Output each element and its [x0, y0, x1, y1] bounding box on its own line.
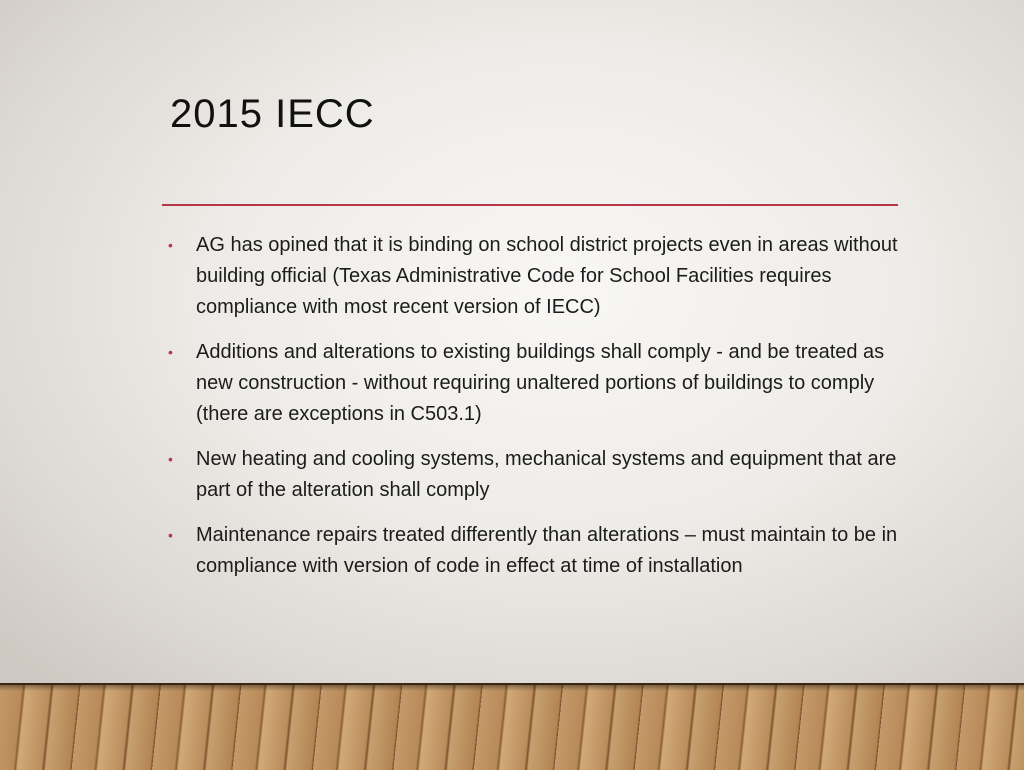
bullet-icon: • — [168, 344, 173, 360]
bullet-icon: • — [168, 527, 173, 543]
bullet-text: Maintenance repairs treated differently than alterations – must maintain to be in compliance with version of code in effect at time of installation — [196, 524, 898, 577]
title-divider — [162, 204, 898, 206]
bullet-text: Additions and alterations to existing buildings shall comply - and be treated as new construction - without requiring unaltered portions of buildings to comply (there are exceptions in C503.1) — [196, 341, 885, 425]
bullet-text: New heating and cooling systems, mechanical systems and equipment that are part of the alteration shall comply — [196, 448, 897, 501]
bullet-icon: • — [168, 451, 173, 467]
bullet-list — [168, 230, 898, 596]
bullet-item — [168, 520, 898, 582]
wood-floor-decoration — [0, 683, 1024, 770]
bullet-text: AG has opined that it is binding on school district projects even in areas without building official (Texas Administrative Code for School Facilities requires compliance with most recent version of IECC) — [196, 234, 898, 318]
bullet-item — [168, 337, 898, 430]
bullet-item — [168, 444, 898, 506]
slide-title: 2015 IECC — [170, 92, 375, 136]
bullet-item — [168, 230, 898, 323]
bullet-icon: • — [168, 237, 173, 253]
